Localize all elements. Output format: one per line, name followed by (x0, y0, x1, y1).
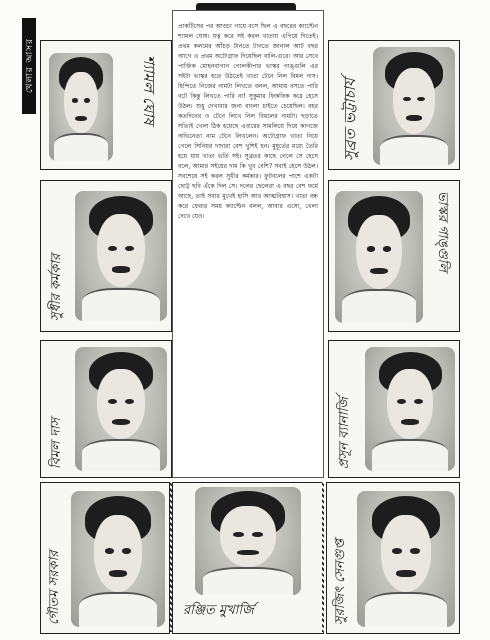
player-photo (357, 491, 455, 627)
portrait-tile-br (326, 482, 460, 634)
player-photo (195, 487, 301, 595)
player-photo (71, 491, 165, 627)
player-photo (49, 53, 113, 161)
player-signature: গৌতম সরকার (47, 550, 62, 625)
portrait-tile-bl (40, 482, 170, 634)
section-label: খেলার আসর (24, 38, 35, 94)
player-photo (365, 347, 455, 471)
player-signature: বিমল দাস (49, 417, 64, 469)
player-photo (75, 191, 167, 321)
article-body: প্রাকটিসের পর আড্ডা গায়ে বসে ছিল এ বছরের ক্যাপ্টেন শ্যামল ঘোষ। যত্ন করে সই করল খাতায় এগিয়ে দিতেই। প্রথম কলমের আঁচড় টানতে টানতে জানাল আট বছর আগে এ প্রথম অটোগ্রাফ দিয়েছিল বালি-গুরে। আর সেবে পার্ক্তিক মোহনবাগান গোলকীপার ভাস্কর গাঙ্গুলি এর সইটা ভাস্কর হতে উঠতেই খাতা টেনে নিল বিমল দাস। হিন্দিতে নিজের নামটা লিখতে বলল, আমায় বসতে পারি বটে কিন্তু লিখতে পারি না! সুকুমার ফিকফিক করে হেসে উঠল। শুধু দেখাবার জন্য বাংলা চাইতে চেয়েছিল। বহর কতদিনের ও টেনে লিখে নিল বিমলের নামটা। ছড়াতে সত্যিই খেলা ঠিক হয়েছে এবারের সামলিয়ে দিয়ে কাগজে অভিনেতা নাম টেনে লিখলেন। অটোগ্রাফ খাতা নিয়ে গেলে সিনিয়র দাদারা বেশ খুশিই হন। মুহূর্তের মধ্যে তৈরি হয়ে যায় খাতা ভর্তি সই। সুব্রতর কাছে গেলে সে হেসে বলে, আমার সইয়ের দাম কি খুব বেশি? সবাই হেসে উঠল। সবশেষে সই করল সুধীর কর্মকার। ফুটবলের পাশে একটা ছোট্ট ছবি এঁকে দিল সে। দলের ছেলেরা এ বছর বেশ ফর্মে আছে, তাই সবার মুখেই হাসি আর আত্মবিশ্বাস। খাতা বন্ধ করে ফেরার সময় ক্যাপ্টেন বলল, আবার এসো, খেলা দেখে যেও। (178, 23, 318, 220)
player-photo (75, 347, 167, 471)
portrait-tile-ml (40, 180, 172, 332)
portrait-tile-tr (328, 40, 460, 170)
portrait-tile-mr (328, 180, 460, 332)
player-signature: সুরজিৎ সেনগুপ্ত (333, 538, 348, 625)
player-signature: সুব্রত ভট্টাচার্য (341, 78, 359, 161)
player-photo (335, 191, 423, 323)
portrait-tile-l3 (40, 340, 172, 478)
player-signature: সুধীর কর্মকার (49, 253, 64, 321)
player-signature: ভাস্কর গাঙ্গুলি (435, 191, 450, 272)
player-photo (373, 47, 455, 165)
section-sidebar-label (22, 18, 36, 114)
portrait-tile-r3 (328, 340, 460, 478)
player-signature: রঞ্জিত মুখার্জি (183, 603, 254, 618)
player-signature: প্রসূন ব্যানার্জি (337, 397, 352, 469)
portrait-tile-tl (40, 40, 172, 170)
player-signature: শ্যামল ঘোষ (140, 55, 158, 125)
portrait-tile-bc (172, 482, 324, 634)
decorative-strip (322, 482, 324, 632)
